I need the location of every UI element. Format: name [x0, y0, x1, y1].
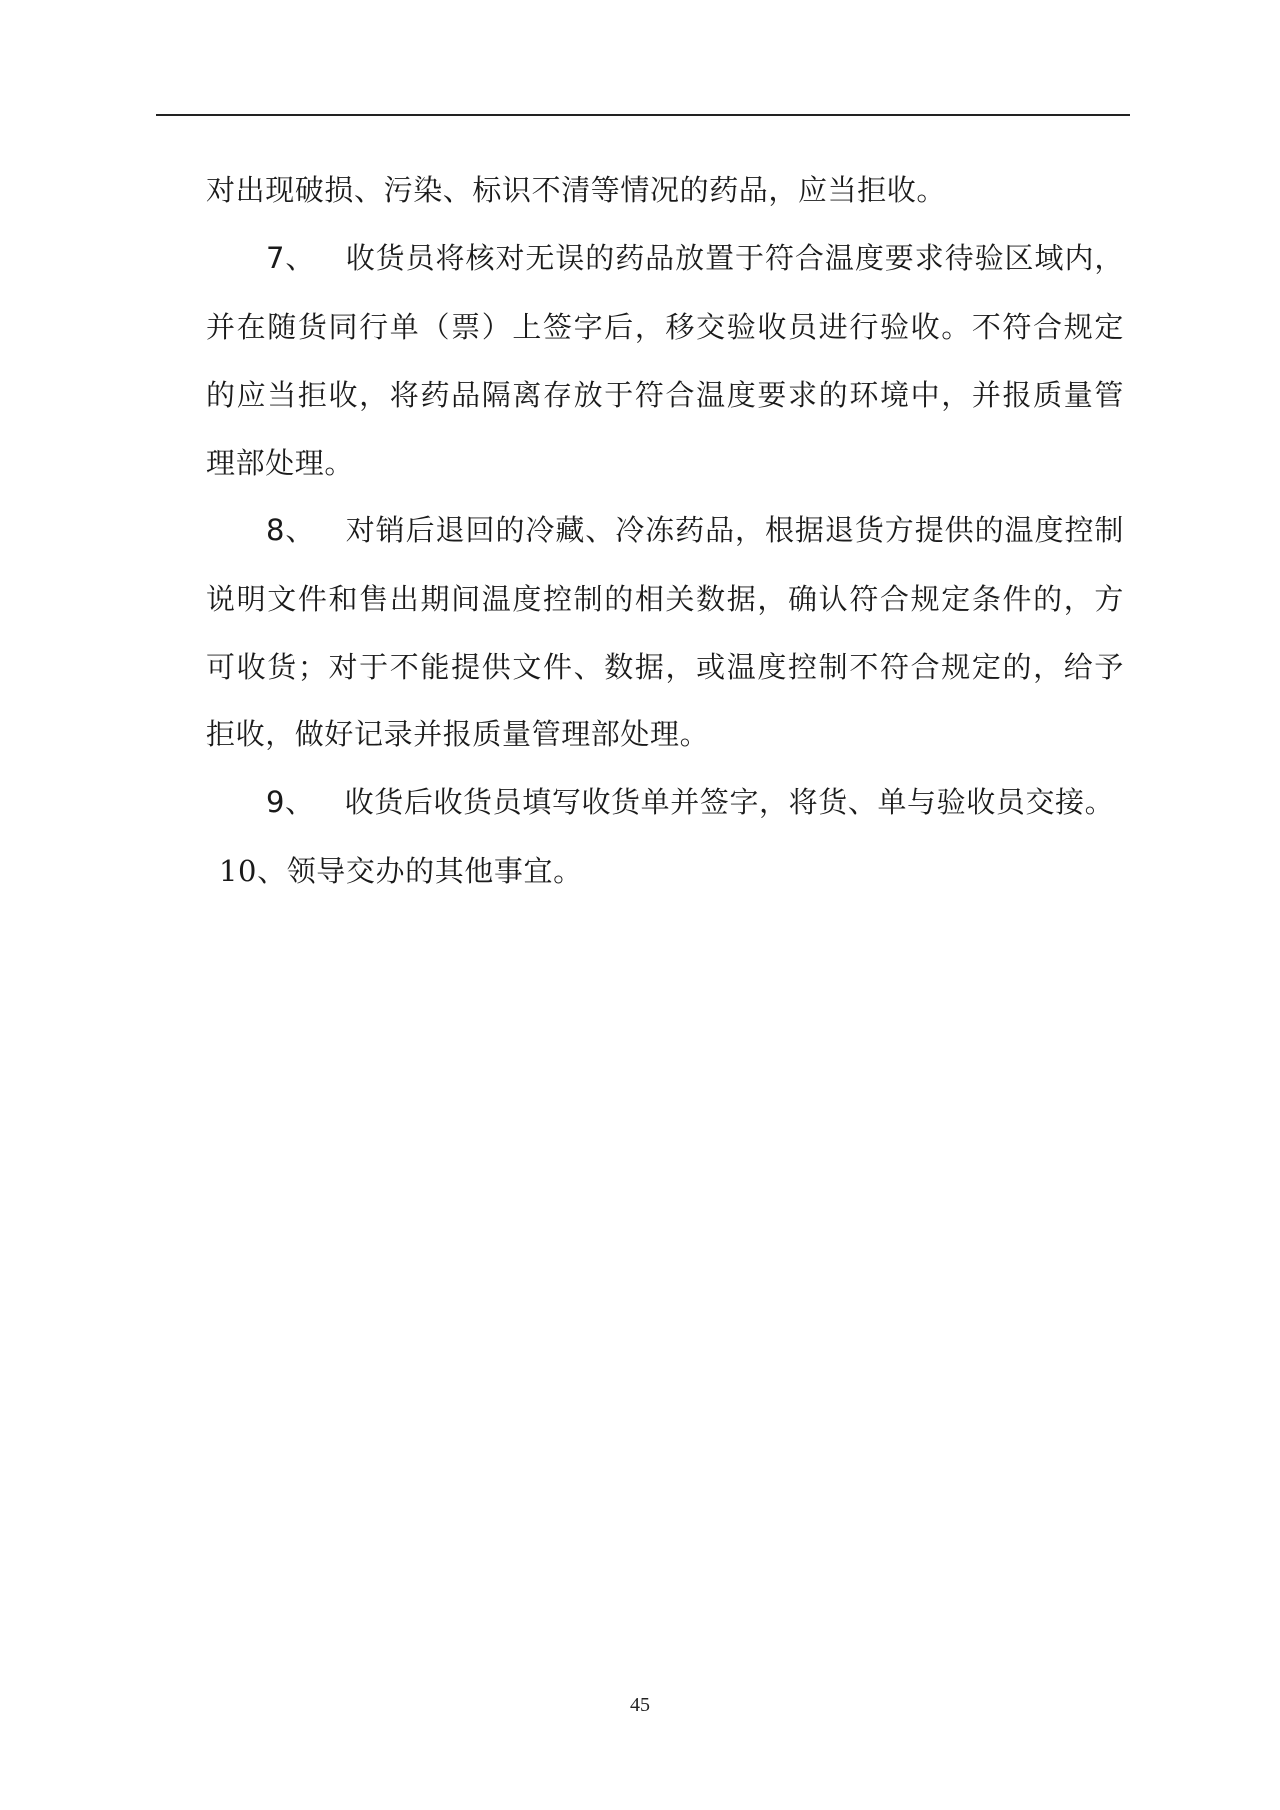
line-text: 拒收，做好记录并报质量管理部处理。 [206, 717, 710, 751]
paragraph-line [206, 445, 354, 481]
paragraph-line [206, 581, 1124, 617]
line-text: 的应当拒收，将药品隔离存放于符合温度要求的环境中，并报质量管 [206, 378, 1124, 412]
paragraph-line [206, 716, 709, 752]
list-item-10 [219, 853, 583, 889]
item-number-9: 9、 [266, 785, 315, 819]
line-text: 10、领导交办的其他事宜。 [219, 854, 583, 888]
paragraph-line [206, 172, 946, 208]
page-number: 45 [630, 1694, 650, 1716]
header-rule [156, 114, 1130, 116]
item-number-8: 8、 [266, 513, 316, 547]
line-text: 并在随货同行单（票）上签字后，移交验收员进行验收。不符合规定 [206, 310, 1124, 344]
line-text: 说明文件和售出期间温度控制的相关数据，确认符合规定条件的，方 [206, 582, 1124, 616]
line-text: 对出现破损、污染、标识不清等情况的药品，应当拒收。 [206, 173, 947, 207]
line-text: 可收货；对于不能提供文件、数据，或温度控制不符合规定的，给予 [206, 650, 1124, 684]
paragraph-line [206, 377, 1124, 413]
item-number-7: 7、 [266, 241, 316, 275]
paragraph-line [206, 649, 1124, 685]
line-text: 理部处理。 [206, 446, 355, 480]
list-item-9 [266, 784, 1114, 820]
line-text: 收货后收货员填写收货单并签字，将货、单与验收员交接。 [344, 785, 1115, 819]
paragraph-line [206, 309, 1124, 345]
line-text: 收货员将核对无误的药品放置于符合温度要求待验区域内， [345, 241, 1124, 275]
list-item-7-first-line [266, 240, 1124, 276]
line-text: 对销后退回的冷藏、冷冻药品，根据退货方提供的温度控制 [345, 513, 1124, 547]
list-item-8-first-line [266, 512, 1124, 548]
